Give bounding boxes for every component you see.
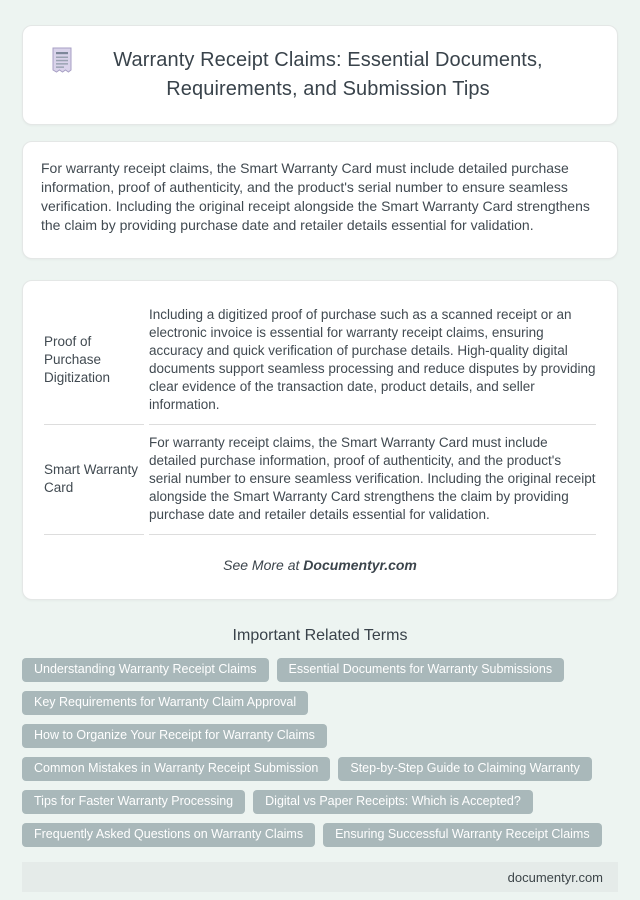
table-row: [44, 425, 596, 535]
title-card: [22, 25, 618, 125]
related-terms-heading: Important Related Terms: [232, 627, 408, 644]
related-term-tag[interactable]: Common Mistakes in Warranty Receipt Submission: [22, 757, 330, 781]
table-row: [44, 297, 596, 425]
related-term-tag[interactable]: Essential Documents for Warranty Submissions: [277, 658, 565, 682]
page-title: Warranty Receipt Claims: Essential Documents, Requirements, and Submission Tips: [113, 49, 543, 100]
related-term-tag[interactable]: Tips for Faster Warranty Processing: [22, 790, 245, 814]
related-term-tag[interactable]: Step-by-Step Guide to Claiming Warranty: [338, 757, 592, 781]
term-name: Smart Warranty Card: [44, 425, 144, 535]
related-term-tag[interactable]: How to Organize Your Receipt for Warranty Claims: [22, 724, 327, 748]
term-name: Proof of Purchase Digitization: [44, 297, 144, 425]
terms-table-card: [22, 280, 618, 600]
see-more-site-link[interactable]: Documentyr.com: [303, 557, 417, 573]
see-more-prefix: See More at: [223, 557, 304, 573]
related-term-tag[interactable]: Digital vs Paper Receipts: Which is Accepted?: [253, 790, 533, 814]
receipt-icon: [51, 47, 73, 73]
intro-paragraph: For warranty receipt claims, the Smart Warranty Card must include detailed purchase information, proof of authenticity, and the product's serial number to ensure seamless verification. Including the original receipt alongside the Smart Warranty Card strengthens the claim by providing purchase date and retailer details essential for validation.: [41, 160, 590, 233]
intro-card: [22, 141, 618, 259]
term-description: For warranty receipt claims, the Smart Warranty Card must include detailed purchase information, proof of authenticity, and the product's serial number to ensure seamless verification. Including the original receipt alongside the Smart Warranty Card strengthens the claim by providing purchase date and retailer details essential for validation.: [149, 425, 596, 535]
terms-table: [39, 297, 601, 535]
footer-bar: [22, 862, 618, 892]
related-term-tag[interactable]: Key Requirements for Warranty Claim Approval: [22, 691, 308, 715]
related-terms-list: [22, 658, 618, 847]
footer-site-name: documentyr.com: [507, 869, 603, 885]
related-term-tag[interactable]: Frequently Asked Questions on Warranty Claims: [22, 823, 315, 847]
related-term-tag[interactable]: Ensuring Successful Warranty Receipt Claims: [323, 823, 602, 847]
term-description: Including a digitized proof of purchase such as a scanned receipt or an electronic invoice is essential for warranty receipt claims, ensuring accuracy and quick verification of purchase details. High-quality digital documents support seamless processing and reduce disputes by providing clear evidence of the transaction date, product details, and seller information.: [149, 297, 596, 425]
related-term-tag[interactable]: Understanding Warranty Receipt Claims: [22, 658, 269, 682]
see-more-line: [39, 557, 601, 573]
terms-table-body: [44, 297, 596, 535]
